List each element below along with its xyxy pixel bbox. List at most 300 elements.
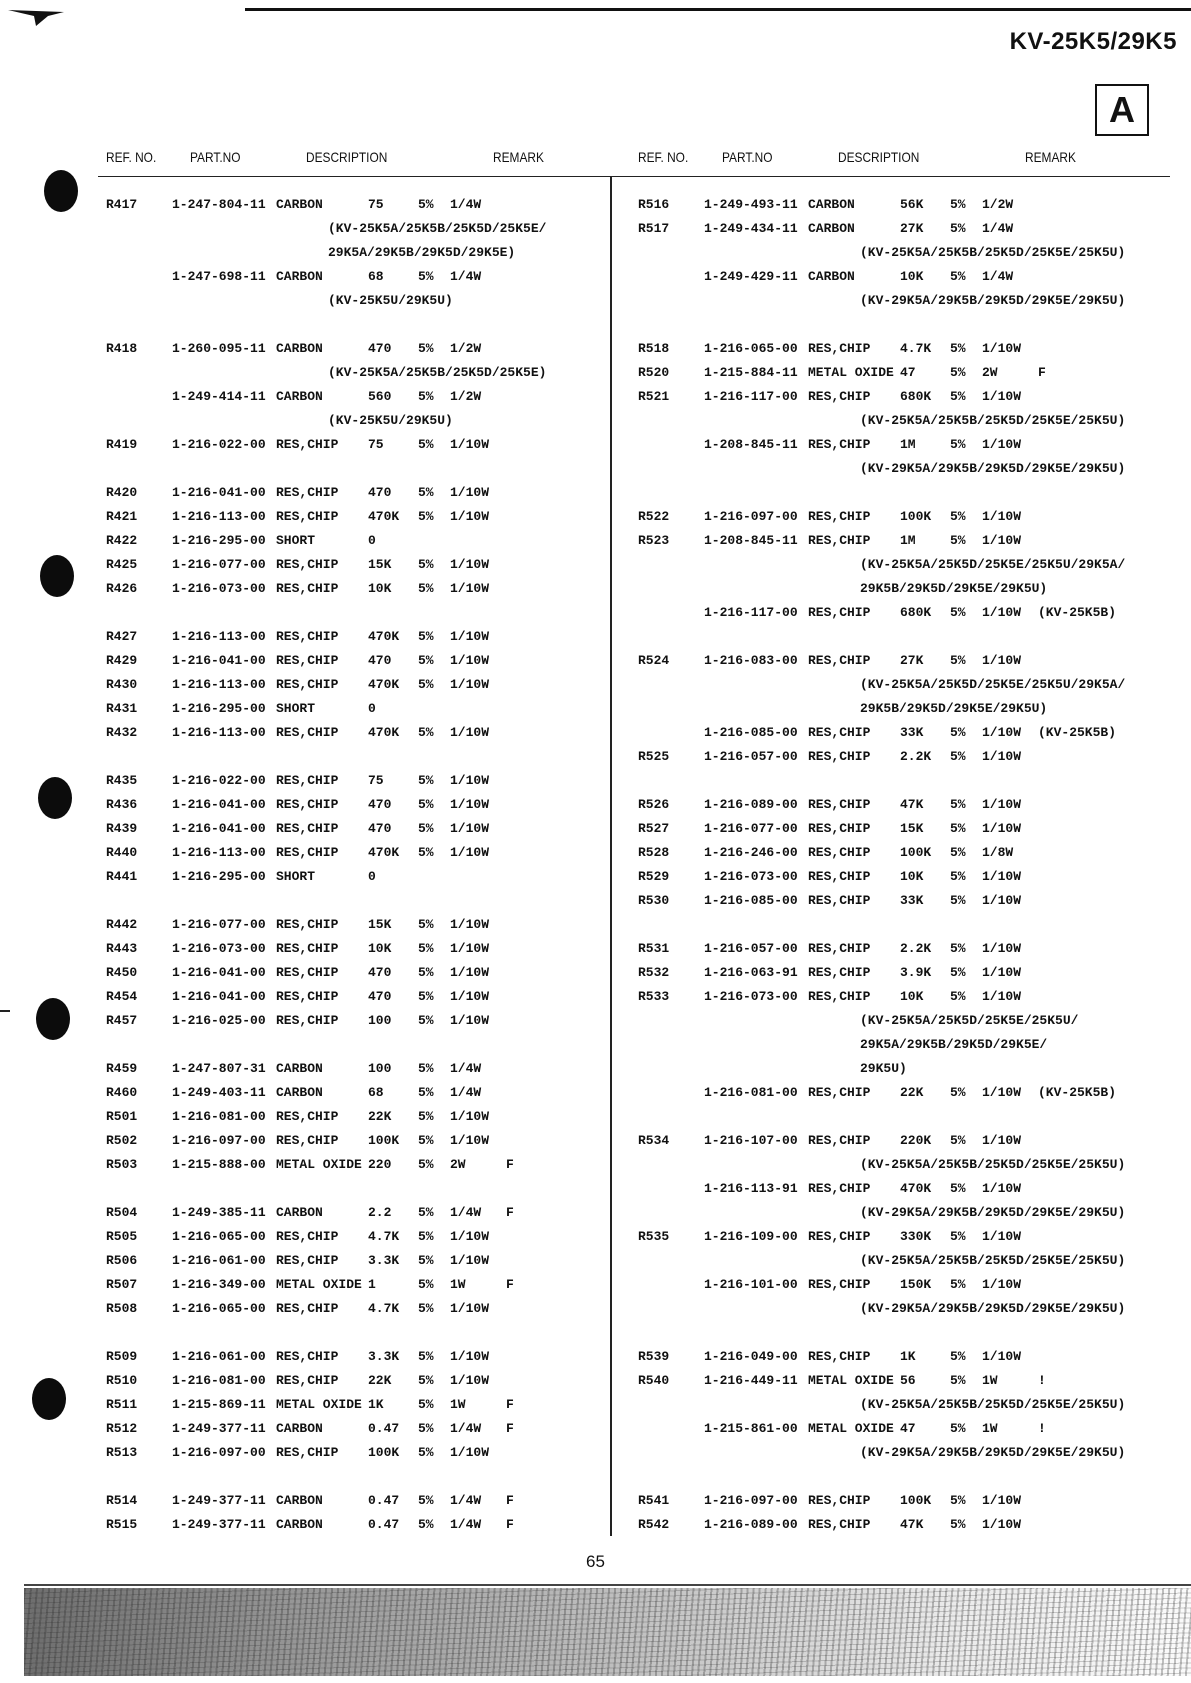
parts-list-right — [630, 195, 1170, 1539]
cell-value: 100K — [368, 1133, 400, 1148]
cell-wattage: 1/4W — [450, 1517, 482, 1532]
cell-description: RES,CHIP — [808, 1181, 871, 1196]
remark-continuation-row — [630, 243, 1170, 267]
part-row — [630, 1371, 1170, 1395]
scan-edge-line — [24, 1584, 1191, 1586]
cell-remark: (KV-29K5A/29K5B/29K5D/29K5E/29K5U) — [860, 461, 1126, 476]
cell-part-no: 1-216-113-00 — [172, 677, 266, 692]
cell-value: 680K — [900, 605, 932, 620]
cell-wattage: 1/10W — [450, 1373, 490, 1388]
cell-part-no: 1-216-097-00 — [704, 509, 798, 524]
cell-tolerance: 5% — [418, 989, 434, 1004]
remark-continuation-row — [630, 699, 1170, 723]
cell-part-no: 1-216-097-00 — [704, 1493, 798, 1508]
cell-value: 470K — [368, 629, 400, 644]
cell-wattage: 1/10W — [450, 941, 490, 956]
cell-part-no: 1-216-113-00 — [172, 845, 266, 860]
remark-continuation-row — [630, 555, 1170, 579]
cell-ref: R421 — [106, 509, 138, 524]
cell-value: 27K — [900, 221, 924, 236]
cell-tolerance: 5% — [950, 269, 966, 284]
cell-description: CARBON — [808, 269, 855, 284]
cell-tolerance: 5% — [950, 437, 966, 452]
cell-tolerance: 5% — [950, 797, 966, 812]
cell-remark: F — [1038, 365, 1046, 380]
cell-remark: (KV-25K5A/25K5B/25K5D/25K5E/ — [328, 221, 547, 236]
cell-tolerance: 5% — [418, 269, 434, 284]
cell-tolerance: 5% — [950, 893, 966, 908]
cell-description: RES,CHIP — [808, 989, 871, 1004]
part-row — [98, 723, 638, 747]
part-row — [98, 339, 638, 363]
cell-value: 100K — [900, 509, 932, 524]
cell-part-no: 1-216-085-00 — [704, 893, 798, 908]
cell-remark: F — [506, 1493, 514, 1508]
cell-remark: F — [506, 1397, 514, 1412]
cell-tolerance: 5% — [418, 917, 434, 932]
cell-description: METAL OXIDE — [276, 1157, 362, 1172]
cell-part-no: 1-216-065-00 — [704, 341, 798, 356]
cell-remark: (KV-25K5A/25K5B/25K5D/25K5E/25K5U) — [860, 413, 1126, 428]
cell-wattage: 1/10W — [450, 821, 490, 836]
part-row — [98, 675, 638, 699]
cell-remark: F — [506, 1517, 514, 1532]
cell-wattage: 1/10W — [982, 1493, 1022, 1508]
header-ref: REF. NO. — [106, 149, 157, 165]
part-row — [98, 555, 638, 579]
cell-ref: R522 — [638, 509, 670, 524]
cell-tolerance: 5% — [950, 1229, 966, 1244]
cell-part-no: 1-216-057-00 — [704, 941, 798, 956]
cell-description: RES,CHIP — [276, 1013, 339, 1028]
part-row — [98, 795, 638, 819]
cell-part-no: 1-216-109-00 — [704, 1229, 798, 1244]
cell-description: CARBON — [276, 269, 323, 284]
cell-tolerance: 5% — [418, 389, 434, 404]
part-row — [98, 1203, 638, 1227]
cell-part-no: 1-216-083-00 — [704, 653, 798, 668]
column-header — [98, 146, 638, 177]
cell-tolerance: 5% — [950, 221, 966, 236]
cell-remark: (KV-25K5A/25K5D/25K5E/25K5U/29K5A/ — [860, 557, 1126, 572]
cell-description: RES,CHIP — [808, 1493, 871, 1508]
cell-value: 3.3K — [368, 1253, 400, 1268]
part-row — [98, 963, 638, 987]
cell-tolerance: 5% — [950, 989, 966, 1004]
part-row — [630, 1515, 1170, 1539]
cell-remark: ! — [1038, 1421, 1046, 1436]
part-row — [630, 723, 1170, 747]
cell-wattage: 1/10W — [450, 485, 490, 500]
cell-value: 4.7K — [900, 341, 932, 356]
remark-continuation-row — [630, 1251, 1170, 1275]
cell-value: 33K — [900, 893, 924, 908]
cell-ref: R512 — [106, 1421, 138, 1436]
cell-description: RES,CHIP — [808, 1277, 871, 1292]
part-row — [630, 1491, 1170, 1515]
cell-wattage: 1/2W — [450, 341, 482, 356]
cell-wattage: 1/4W — [450, 197, 482, 212]
cell-tolerance: 5% — [950, 1517, 966, 1532]
cell-ref: R442 — [106, 917, 138, 932]
scan-noise-band — [24, 1588, 1191, 1676]
cell-part-no: 1-216-117-00 — [704, 605, 798, 620]
cell-value: 1M — [900, 437, 916, 452]
cell-part-no: 1-216-049-00 — [704, 1349, 798, 1364]
cell-remark: (KV-25K5B) — [1038, 725, 1117, 740]
cell-tolerance: 5% — [950, 197, 966, 212]
cell-part-no: 1-216-113-91 — [704, 1181, 798, 1196]
cell-value: 680K — [900, 389, 932, 404]
cell-description: RES,CHIP — [276, 557, 339, 572]
cell-description: METAL OXIDE — [808, 1373, 894, 1388]
corner-mark-icon — [8, 8, 64, 28]
header-desc: DESCRIPTION — [838, 149, 920, 165]
parts-list-left — [98, 195, 638, 1539]
cell-description: RES,CHIP — [808, 389, 871, 404]
part-row — [98, 699, 638, 723]
cell-description: RES,CHIP — [276, 1133, 339, 1148]
cell-part-no: 1-249-429-11 — [704, 269, 798, 284]
part-row — [630, 747, 1170, 771]
cell-tolerance: 5% — [418, 1445, 434, 1460]
cell-tolerance: 5% — [418, 1229, 434, 1244]
cell-value: 22K — [900, 1085, 924, 1100]
cell-ref: R443 — [106, 941, 138, 956]
part-row — [98, 867, 638, 891]
cell-description: RES,CHIP — [808, 797, 871, 812]
cell-tolerance: 5% — [950, 365, 966, 380]
binder-hole-icon — [36, 998, 70, 1040]
cell-ref: R501 — [106, 1109, 138, 1124]
cell-tolerance: 5% — [418, 581, 434, 596]
cell-remark: F — [506, 1277, 514, 1292]
cell-wattage: 1/10W — [450, 509, 490, 524]
cell-ref: R506 — [106, 1253, 138, 1268]
cell-value: 470K — [368, 725, 400, 740]
cell-value: 100K — [900, 1493, 932, 1508]
part-row — [630, 891, 1170, 915]
cell-description: RES,CHIP — [276, 1349, 339, 1364]
cell-description: RES,CHIP — [808, 653, 871, 668]
cell-value: 47 — [900, 1421, 916, 1436]
cell-value: 1 — [368, 1277, 376, 1292]
cell-ref: R509 — [106, 1349, 138, 1364]
cell-remark: (KV-25K5A/25K5D/25K5E/25K5U/ — [860, 1013, 1079, 1028]
cell-ref: R516 — [638, 197, 670, 212]
cell-ref: R524 — [638, 653, 670, 668]
part-row — [630, 1347, 1170, 1371]
part-row — [98, 819, 638, 843]
cell-description: CARBON — [808, 221, 855, 236]
part-row — [630, 867, 1170, 891]
cell-tolerance: 5% — [418, 341, 434, 356]
cell-ref: R505 — [106, 1229, 138, 1244]
part-row — [98, 1059, 638, 1083]
cell-wattage: 1/4W — [450, 269, 482, 284]
part-row — [630, 1227, 1170, 1251]
cell-ref: R531 — [638, 941, 670, 956]
margin-mark — [0, 1010, 10, 1012]
part-row — [630, 1275, 1170, 1299]
cell-ref: R432 — [106, 725, 138, 740]
cell-remark: 29K5A/29K5B/29K5D/29K5E) — [328, 245, 516, 260]
part-row — [630, 651, 1170, 675]
cell-part-no: 1-216-113-00 — [172, 509, 266, 524]
cell-ref: R450 — [106, 965, 138, 980]
cell-description: RES,CHIP — [276, 989, 339, 1004]
part-row — [98, 1299, 638, 1323]
cell-remark: (KV-29K5A/29K5B/29K5D/29K5E/29K5U) — [860, 1445, 1126, 1460]
part-row — [98, 579, 638, 603]
cell-part-no: 1-216-057-00 — [704, 749, 798, 764]
cell-value: 68 — [368, 269, 384, 284]
cell-wattage: 1/10W — [982, 437, 1022, 452]
cell-part-no: 1-216-113-00 — [172, 725, 266, 740]
cell-description: METAL OXIDE — [276, 1277, 362, 1292]
cell-part-no: 1-216-085-00 — [704, 725, 798, 740]
cell-part-no: 1-260-095-11 — [172, 341, 266, 356]
cell-part-no: 1-216-073-00 — [172, 941, 266, 956]
part-row — [630, 963, 1170, 987]
cell-description: RES,CHIP — [276, 437, 339, 452]
cell-description: RES,CHIP — [808, 605, 871, 620]
cell-description: METAL OXIDE — [808, 1421, 894, 1436]
section-letter-box: A — [1095, 84, 1149, 136]
cell-tolerance: 5% — [418, 1373, 434, 1388]
cell-ref: R527 — [638, 821, 670, 836]
cell-tolerance: 5% — [950, 1277, 966, 1292]
cell-remark: (KV-25K5A/25K5B/25K5D/25K5E/25K5U) — [860, 245, 1126, 260]
cell-value: 47K — [900, 797, 924, 812]
cell-description: RES,CHIP — [808, 437, 871, 452]
cell-ref: R459 — [106, 1061, 138, 1076]
cell-value: 470K — [368, 845, 400, 860]
cell-ref: R541 — [638, 1493, 670, 1508]
cell-ref: R521 — [638, 389, 670, 404]
remark-continuation-row — [630, 675, 1170, 699]
part-row — [630, 363, 1170, 387]
cell-ref: R419 — [106, 437, 138, 452]
cell-part-no: 1-249-377-11 — [172, 1421, 266, 1436]
cell-value: 0.47 — [368, 1517, 400, 1532]
cell-value: 75 — [368, 437, 384, 452]
cell-remark: 29K5U) — [860, 1061, 907, 1076]
cell-description: RES,CHIP — [276, 485, 339, 500]
part-row — [98, 843, 638, 867]
part-row — [98, 1443, 638, 1467]
part-row — [630, 1131, 1170, 1155]
cell-part-no: 1-247-698-11 — [172, 269, 266, 284]
part-row — [98, 267, 638, 291]
cell-tolerance: 5% — [418, 1253, 434, 1268]
cell-tolerance: 5% — [418, 1205, 434, 1220]
part-row — [98, 1491, 638, 1515]
cell-part-no: 1-249-434-11 — [704, 221, 798, 236]
cell-value: 0 — [368, 533, 376, 548]
cell-ref: R529 — [638, 869, 670, 884]
cell-value: 100 — [368, 1061, 392, 1076]
cell-value: 10K — [368, 941, 392, 956]
cell-part-no: 1-216-101-00 — [704, 1277, 798, 1292]
cell-part-no: 1-208-845-11 — [704, 437, 798, 452]
cell-value: 0.47 — [368, 1493, 400, 1508]
cell-description: RES,CHIP — [808, 845, 871, 860]
cell-tolerance: 5% — [950, 509, 966, 524]
part-row — [630, 219, 1170, 243]
cell-value: 330K — [900, 1229, 932, 1244]
cell-tolerance: 5% — [950, 653, 966, 668]
cell-description: CARBON — [276, 1493, 323, 1508]
cell-wattage: 1/10W — [450, 965, 490, 980]
part-row — [98, 1083, 638, 1107]
cell-value: 470K — [900, 1181, 932, 1196]
cell-ref: R523 — [638, 533, 670, 548]
cell-wattage: 2W — [450, 1157, 466, 1172]
cell-part-no: 1-216-077-00 — [172, 917, 266, 932]
cell-description: RES,CHIP — [276, 653, 339, 668]
cell-tolerance: 5% — [418, 1397, 434, 1412]
cell-tolerance: 5% — [418, 1085, 434, 1100]
cell-description: SHORT — [276, 869, 316, 884]
cell-part-no: 1-249-385-11 — [172, 1205, 266, 1220]
cell-remark: (KV-25K5U/29K5U) — [328, 413, 453, 428]
cell-part-no: 1-216-061-00 — [172, 1349, 266, 1364]
cell-remark: (KV-25K5A/25K5B/25K5D/25K5E/25K5U) — [860, 1253, 1126, 1268]
cell-tolerance: 5% — [950, 941, 966, 956]
cell-description: RES,CHIP — [276, 965, 339, 980]
cell-part-no: 1-247-807-31 — [172, 1061, 266, 1076]
column-header — [630, 146, 1170, 177]
cell-description: RES,CHIP — [276, 629, 339, 644]
cell-tolerance: 5% — [418, 1061, 434, 1076]
cell-ref: R427 — [106, 629, 138, 644]
cell-ref: R515 — [106, 1517, 138, 1532]
cell-wattage: 1/10W — [450, 773, 490, 788]
cell-ref: R507 — [106, 1277, 138, 1292]
cell-ref: R439 — [106, 821, 138, 836]
cell-part-no: 1-216-065-00 — [172, 1301, 266, 1316]
cell-part-no: 1-216-117-00 — [704, 389, 798, 404]
cell-part-no: 1-216-081-00 — [172, 1109, 266, 1124]
cell-description: RES,CHIP — [276, 1445, 339, 1460]
cell-tolerance: 5% — [950, 749, 966, 764]
cell-description: RES,CHIP — [276, 845, 339, 860]
cell-remark: F — [506, 1421, 514, 1436]
cell-description: CARBON — [276, 341, 323, 356]
cell-value: 470K — [368, 677, 400, 692]
cell-wattage: 1/10W — [450, 1253, 490, 1268]
cell-wattage: 1/10W — [982, 1229, 1022, 1244]
part-row — [630, 1419, 1170, 1443]
cell-tolerance: 5% — [418, 965, 434, 980]
cell-tolerance: 5% — [418, 509, 434, 524]
cell-value: 22K — [368, 1109, 392, 1124]
cell-description: RES,CHIP — [808, 893, 871, 908]
cell-ref: R502 — [106, 1133, 138, 1148]
cell-wattage: 1/4W — [982, 221, 1014, 236]
cell-value: 1M — [900, 533, 916, 548]
part-row — [98, 651, 638, 675]
cell-ref: R430 — [106, 677, 138, 692]
part-row — [98, 1515, 638, 1539]
cell-value: 15K — [900, 821, 924, 836]
cell-ref: R422 — [106, 533, 138, 548]
cell-description: METAL OXIDE — [276, 1397, 362, 1412]
cell-value: 4.7K — [368, 1301, 400, 1316]
remark-continuation-row — [630, 411, 1170, 435]
cell-wattage: 1/10W — [982, 749, 1022, 764]
cell-value: 56 — [900, 1373, 916, 1388]
cell-description: RES,CHIP — [808, 941, 871, 956]
cell-description: RES,CHIP — [276, 1229, 339, 1244]
cell-ref: R513 — [106, 1445, 138, 1460]
cell-ref: R508 — [106, 1301, 138, 1316]
cell-wattage: 1/10W — [450, 989, 490, 1004]
cell-part-no: 1-216-025-00 — [172, 1013, 266, 1028]
cell-description: RES,CHIP — [808, 749, 871, 764]
cell-tolerance: 5% — [950, 1493, 966, 1508]
cell-value: 75 — [368, 197, 384, 212]
part-row — [630, 1179, 1170, 1203]
cell-part-no: 1-216-041-00 — [172, 485, 266, 500]
part-row — [630, 819, 1170, 843]
remark-continuation-row — [98, 411, 638, 435]
cell-ref: R418 — [106, 341, 138, 356]
part-row — [630, 387, 1170, 411]
cell-description: RES,CHIP — [276, 1253, 339, 1268]
cell-description: RES,CHIP — [808, 965, 871, 980]
cell-value: 10K — [900, 989, 924, 1004]
cell-tolerance: 5% — [950, 341, 966, 356]
cell-wattage: 1/10W — [450, 725, 490, 740]
cell-part-no: 1-249-493-11 — [704, 197, 798, 212]
cell-value: 0 — [368, 701, 376, 716]
part-row — [98, 627, 638, 651]
cell-value: 220K — [900, 1133, 932, 1148]
cell-ref: R436 — [106, 797, 138, 812]
cell-value: 470 — [368, 653, 392, 668]
cell-wattage: 1/10W — [982, 797, 1022, 812]
cell-value: 1K — [368, 1397, 384, 1412]
cell-wattage: 1/10W — [982, 341, 1022, 356]
cell-wattage: 1/10W — [450, 1013, 490, 1028]
cell-wattage: 1/4W — [982, 269, 1014, 284]
cell-tolerance: 5% — [418, 725, 434, 740]
cell-value: 470 — [368, 989, 392, 1004]
cell-part-no: 1-216-041-00 — [172, 821, 266, 836]
cell-ref: R532 — [638, 965, 670, 980]
part-row — [98, 1131, 638, 1155]
cell-value: 100K — [368, 1445, 400, 1460]
cell-part-no: 1-216-065-00 — [172, 1229, 266, 1244]
cell-wattage: 1/10W — [982, 821, 1022, 836]
cell-part-no: 1-216-097-00 — [172, 1133, 266, 1148]
cell-part-no: 1-216-081-00 — [172, 1373, 266, 1388]
binder-hole-icon — [38, 777, 72, 819]
cell-wattage: 1/10W — [982, 1349, 1022, 1364]
cell-part-no: 1-247-804-11 — [172, 197, 266, 212]
part-row — [630, 939, 1170, 963]
cell-value: 100 — [368, 1013, 392, 1028]
cell-ref: R530 — [638, 893, 670, 908]
part-row — [98, 507, 638, 531]
cell-part-no: 1-249-403-11 — [172, 1085, 266, 1100]
cell-tolerance: 5% — [950, 1373, 966, 1388]
cell-description: RES,CHIP — [276, 1373, 339, 1388]
cell-value: 47 — [900, 365, 916, 380]
cell-wattage: 1/10W — [450, 1349, 490, 1364]
